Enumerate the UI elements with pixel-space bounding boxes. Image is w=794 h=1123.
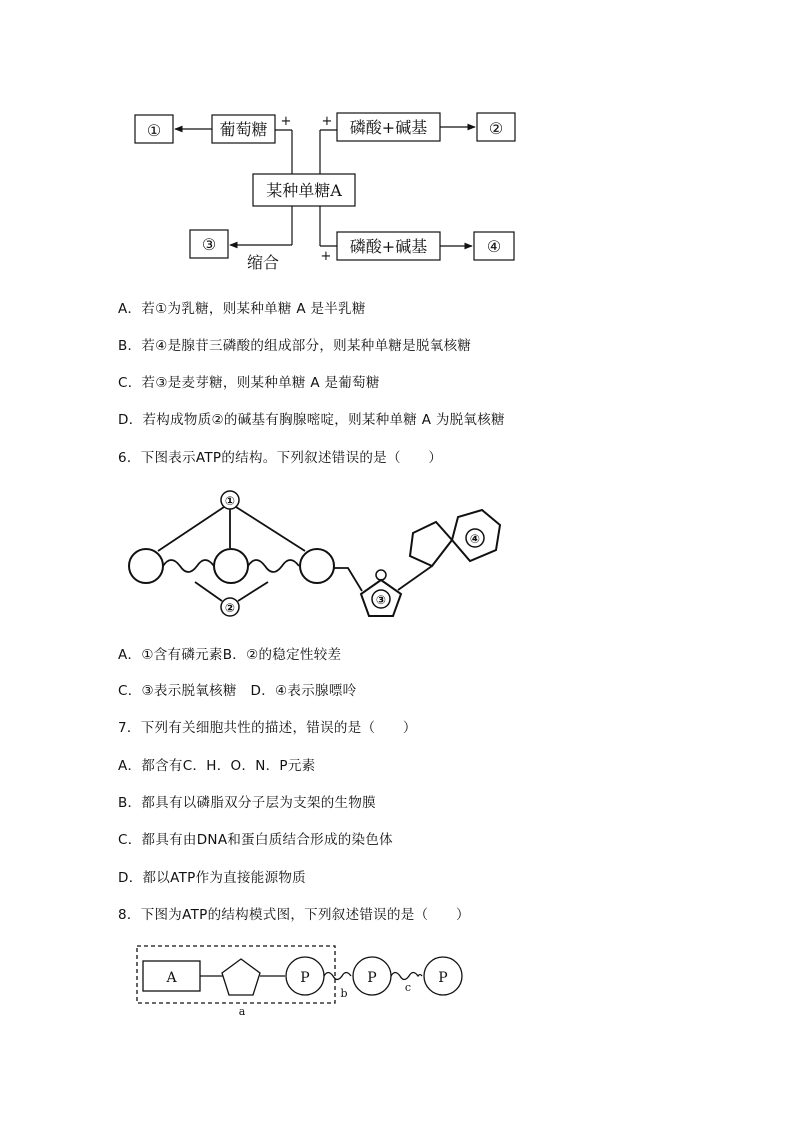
- q8-stem: 8．下图为ATP的结构模式图，下列叙述错误的是（ ）: [118, 907, 470, 923]
- phosphate-label: P: [367, 970, 377, 986]
- ribose-pentagon: [361, 580, 401, 616]
- plus-sign: +: [320, 249, 332, 264]
- adenine-label: A: [166, 970, 177, 986]
- adenine-hexagon: [452, 510, 500, 561]
- q7-stem: 7．下列有关细胞共性的描述，错误的是（ ）: [118, 720, 417, 736]
- phosphate-circle: [129, 549, 163, 583]
- phos-bottom-label: 磷酸+碱基: [349, 237, 428, 256]
- label-2-circle: [221, 598, 239, 616]
- phosphate-circle: [353, 957, 391, 995]
- q5-option-c: C．若③是麦芽糖，则某种单糖 A 是葡萄糖: [118, 375, 380, 391]
- q5-option-a: A．若①为乳糖，则某种单糖 A 是半乳糖: [118, 301, 366, 317]
- phosphate-circle: [424, 957, 462, 995]
- q6-options-cd: C．③表示脱氧核糖 D．④表示腺嘌呤: [118, 683, 357, 699]
- phosphate-label: P: [438, 970, 448, 986]
- label-c: c: [404, 981, 412, 994]
- phos-top-label: 磷酸+碱基: [349, 118, 428, 137]
- q5-option-d: D．若构成物质②的碱基有胸腺嘧啶，则某种单糖 A 为脱氧核糖: [118, 412, 505, 428]
- high-energy-bond: [163, 560, 214, 572]
- q5-option-b: B．若④是腺苷三磷酸的组成部分，则某种单糖是脱氧核糖: [118, 338, 472, 354]
- adenine-box: [143, 961, 200, 991]
- q7-option-d: D．都以ATP作为直接能源物质: [118, 870, 306, 886]
- out-1-label: ①: [146, 121, 162, 140]
- q7-option-a: A．都含有C．H．O．N．P元素: [118, 758, 316, 774]
- out-4-label: ④: [486, 237, 502, 256]
- glucose-label: 葡萄糖: [219, 120, 268, 139]
- center-label: 某种单糖A: [266, 181, 342, 200]
- q7-option-b: B．都具有以磷脂双分子层为支架的生物膜: [118, 795, 376, 811]
- label-2: ②: [224, 601, 236, 615]
- label-1-circle: [221, 491, 239, 509]
- condense-label: 缩合: [246, 253, 280, 272]
- label-b: b: [340, 987, 348, 1000]
- high-energy-bond: [248, 560, 299, 572]
- q6-stem: 6．下图表示ATP的结构。下列叙述错误的是（ ）: [118, 450, 443, 466]
- diagram-monosaccharide: [0, 0, 794, 300]
- out-3-label: ③: [201, 235, 217, 254]
- high-energy-bond-c: [391, 973, 422, 980]
- out-2-label: ②: [488, 119, 504, 138]
- plus-sign: +: [321, 114, 333, 129]
- phosphate-circle: [286, 957, 324, 995]
- label-4-circle: [466, 529, 484, 547]
- ribose-pentagon: [222, 959, 260, 995]
- q7-option-c: C．都具有由DNA和蛋白质结合形成的染色体: [118, 832, 393, 848]
- high-energy-bond-b: [324, 973, 351, 980]
- phosphate-circle: [300, 549, 334, 583]
- label-3: ③: [375, 593, 387, 607]
- q6-options-ab: A．①含有磷元素B．②的稳定性较差: [118, 647, 342, 663]
- label-a: a: [238, 1005, 246, 1018]
- ring-oxygen: [376, 570, 386, 580]
- label-3-circle: [372, 590, 390, 608]
- phosphate-circle: [214, 549, 248, 583]
- adenine-pentagon: [410, 522, 452, 566]
- phosphate-label: P: [300, 970, 310, 986]
- label-4: ④: [469, 532, 481, 546]
- plus-sign: +: [280, 114, 292, 129]
- label-1: ①: [224, 494, 236, 508]
- dashed-box-a: [137, 946, 335, 1003]
